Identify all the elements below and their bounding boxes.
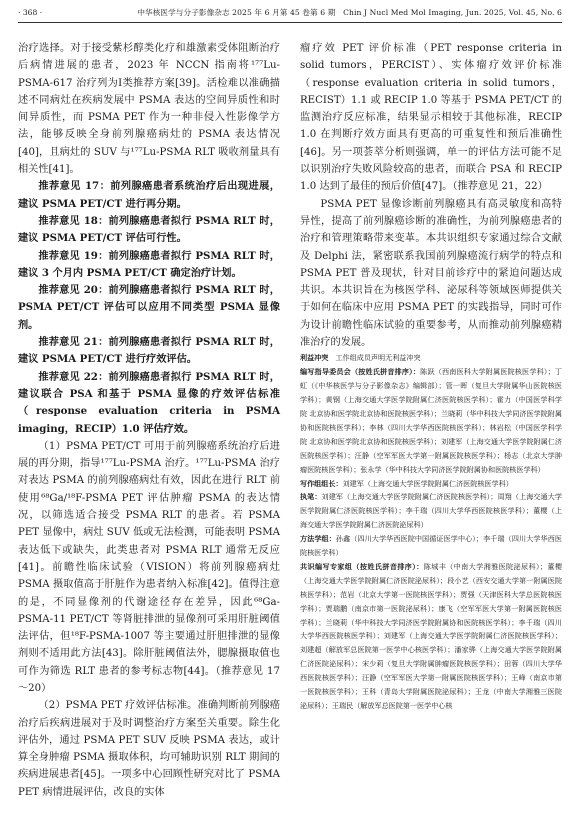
- expert-group-text: 陈城丰（中南大学湘雅医院泌尿科）；董樱（上海交通大学医学院附属仁济医院泌尿科）；段小艺（西安交通大学第一附属医院核医学科）；范岩（北京大学第一医院核医学科）；贾强（天津医科大学总医院核医学科）；贾瑞鹏（南京市第一医院泌尿科）；康飞（空军军医大学第一附属医院核医学科）；兰晓莉（华中科技大学同济医学院附属协和医院核医学科）；李千瑞（四川大学华西医院核医学科）；刘建军（上海交通大学医学院附属仁济医院核医学科）；刘建超（解放军总医院第一医学中心核医学科）；潘家骅（上海交通大学医学院附属仁济医院泌尿科）；宋少莉（复旦大学附属肿瘤医院核医学科）；田蓉（四川大学华西医院核医学科）；汪静（空军军医大学第一附属医院核医学科）；王峰（南京市第一医院核医学科）；王科（青岛大学附属医院泌尿科）；王龙（中南大学湘雅三医院泌尿科）；王瑞民（解放军总医院第一医学中心核: [300, 561, 563, 710]
- guidance-committee: [300, 365, 562, 476]
- authors-label: 执笔：: [300, 492, 322, 502]
- methodology-label: 方法学组：: [300, 534, 336, 544]
- coi-text: 工作组成员声明无利益冲突: [335, 353, 421, 363]
- running-header: [18, 6, 562, 23]
- recommendation-21: 推荐意见 21：前列腺癌患者拟行 PSMA RLT 时，建议 PSMA PET/CT 进行疗效评估。: [18, 336, 280, 366]
- left-paragraph-3: （2）PSMA PET 疗效评估标准。准确判断前列腺癌治疗后疾病进展对于及时调整治疗方案至关重要。除生化评估外，通过 PSMA PET SUV 反映 PSMA 表达，或计算全身肿瘤 PSMA 摄取体积，均可辅助识别 RLT 期间的疾病进展患者[45]。一项多中心回顾性研究对比了 PSMA PET 病情进展评估，改良的实体: [18, 700, 280, 798]
- methodology-group: [300, 532, 562, 560]
- authors-text: 刘建军（上海交通大学医学院附属仁济医院核医学科）；周翔（上海交通大学医学院附属仁济医院核医学科）；李千瑞（四川大学华西医院核医学科）；董樱（上海交通大学医学院附属仁济医院泌尿科）: [300, 492, 563, 530]
- right-column: [300, 40, 562, 713]
- writing-group-text: 刘建军（上海交通大学医学院附属仁济医院核医学科）: [342, 478, 513, 488]
- left-column: [18, 40, 280, 801]
- guidance-committee-text: 陈跃（西南医科大学附属医院核医学科）；丁虹（《中华核医学与分子影像杂志》编辑部）；管一晖（复旦大学附属华山医院核医学科）；黄钢（上海交通大学医学院附属仁济医院核医学科）；霍力（中国医学科学院 北京协和医学院北京协和医院核医学科）；兰晓莉（华中科技大学同济医学院附属协和医院核医学科）；李林（四川大学华西医院核医学科）；林岩松（中国医学科学院 北京协和医学院北京协和医院核医学科）；刘建军（上海交通大学医学院附属仁济医院核医学科）；汪静（空军军医大学第一附属医院核医学科）；杨志（北京大学肿瘤医院核医学科）；张永学（华中科技大学同济医学院附属协和医院核医学科）: [300, 367, 562, 474]
- writing-group-leader: [300, 477, 562, 491]
- methodology-text: 孙鑫（四川大学华西医院中国循证医学中心）；李千瑞（四川大学华西医院核医学科）: [300, 534, 563, 558]
- recommendation-20: 推荐意见 20：前列腺癌患者拟行 PSMA RLT 时，PSMA PET/CT 评估可以应用不同类型 PSMA 显像剂。: [18, 284, 280, 331]
- left-paragraph-1: 治疗选择。对于接受紫杉醇类化疗和雄激素受体阻断治疗后病情进展的患者，2023 年 NCCN 指南将¹⁷⁷Lu-PSMA-617 治疗列为Ⅰ类推荐方案[39]。活检难以准确描述不同病灶在疾病发展中 PSMA 表达的空间异质性和时间异质性，而 PSMA PET 作为一种非侵入性影像学方法，能够反映全身前列腺癌病灶的 PSMA 表达情况[40]，且病灶的 SUV 与¹⁷⁷Lu-PSMA RLT 吸收剂量具有相关性[41]。: [18, 43, 280, 176]
- recommendation-22: 推荐意见 22：前列腺癌患者拟行 PSMA RLT 时，建议联合 PSA 和基于 PSMA 显像的疗效评估标准（response evaluation criteria in PSMA imaging，RECIP）1.0 评估疗效。: [18, 370, 280, 435]
- left-paragraph-2: （1）PSMA PET/CT 可用于前列腺癌系统治疗后进展的再分期，指导¹⁷⁷Lu-PSMA 治疗。¹⁷⁷Lu-PSMA 治疗对表达 PSMA 的前列腺癌病灶有效，因此在进行 RLT 前使用⁶⁸Ga/¹⁸F-PSMA PET 评估肿瘤 PSMA 的表达情况，以筛选适合接受 PSMA RLT 的患者。若 PSMA PET 显像中，病灶 SUV 低或无法检测，可能表明 PSMA 表达低下或缺失，此类患者对 PSMA RLT 通常无反应[41]。前瞻性临床试验（VISION）将前列腺癌病灶 PSMA 摄取值高于肝脏作为患者纳入标准[42]。值得注意的是，不同显像剂的代谢途径存在差异，因此⁶⁸Ga-PSMA-11 PET/CT 等肾脏排泄的显像剂可采用肝脏阈值法评估，但¹⁸F-PSMA-1007 等主要通过肝胆排泄的显像剂则不适用此方法[43]。除肝脏阈值法外，腮腺摄取值也可作为筛选 RLT 患者的参考标志物[44]。（推荐意见 17～20）: [18, 440, 280, 694]
- recommendation-17: 推荐意见 17：前列腺癌患者系统治疗后出现进展，建议 PSMA PET/CT 进行再分期。: [18, 180, 280, 210]
- expert-group-label: 共识编写专家组（按姓氏拼音排序）：: [300, 561, 424, 571]
- writing-group-label: 写作组组长：: [300, 478, 343, 488]
- right-paragraph-2: PSMA PET 显像诊断前列腺癌具有高灵敏度和高特异性，提高了前列腺癌诊断的准确性，为前列腺癌患者的治疗和管理策略带来变革。本共识组织专家通过综合文献及 Delphi 法，紧密联系我国前列腺癌流行病学的特点和 PSMA PET 普及现状，针对目前诊疗中的紧迫问题达成共识。本共识旨在为核医学科、泌尿科等领域医师提供关于如何在临床中应用 PSMA PET 的实践指导，同时可作为设计前瞻性临床试验的重要参考，从而推动前列腺癌精准治疗的发展。: [300, 198, 562, 349]
- authors: [300, 490, 562, 532]
- journal-title: 中华核医学与分子影像杂志 2025 年 6 月第 45 卷第 6 期 Chin J Nucl Med Mol Imaging, Jun. 2025, Vol. 45, No. 6: [137, 8, 562, 17]
- guidance-committee-label: 编写指导委员会（按姓氏拼音排序）：: [300, 367, 421, 377]
- recommendation-19: 推荐意见 19：前列腺癌患者拟行 PSMA RLT 时，建议 3 个月内 PSMA PET/CT 确定治疗计划。: [18, 249, 280, 279]
- right-paragraph-1: 瘤疗效 PET 评价标准（PET response criteria in solid tumors，PERCIST）、实体瘤疗效评价标准（response evaluation criteria in solid tumors，RECIST）1.1 或 RECIP 1.0 等基于 PSMA PET/CT 的监测治疗反应标准，结果显示相较于其他标准，RECIP 1.0 在判断疗效方面具有更高的可重复性和预后准确性[46]。另一项荟萃分析则强调，单一的评估方法可能不足以识别治疗失败风险较高的患者，而联合 PSA 和 RECIP 1.0 达到了最佳的预后价值[47]。（推荐意见 21，22）: [300, 43, 562, 193]
- expert-group: [300, 560, 562, 713]
- recommendation-18: 推荐意见 18：前列腺癌患者拟行 PSMA RLT 时，建议 PSMA PET/CT 评估可行性。: [18, 214, 280, 245]
- page-number: · 368 ·: [18, 8, 43, 17]
- coi-label: 利益冲突: [300, 353, 329, 363]
- conflict-of-interest: [300, 351, 562, 365]
